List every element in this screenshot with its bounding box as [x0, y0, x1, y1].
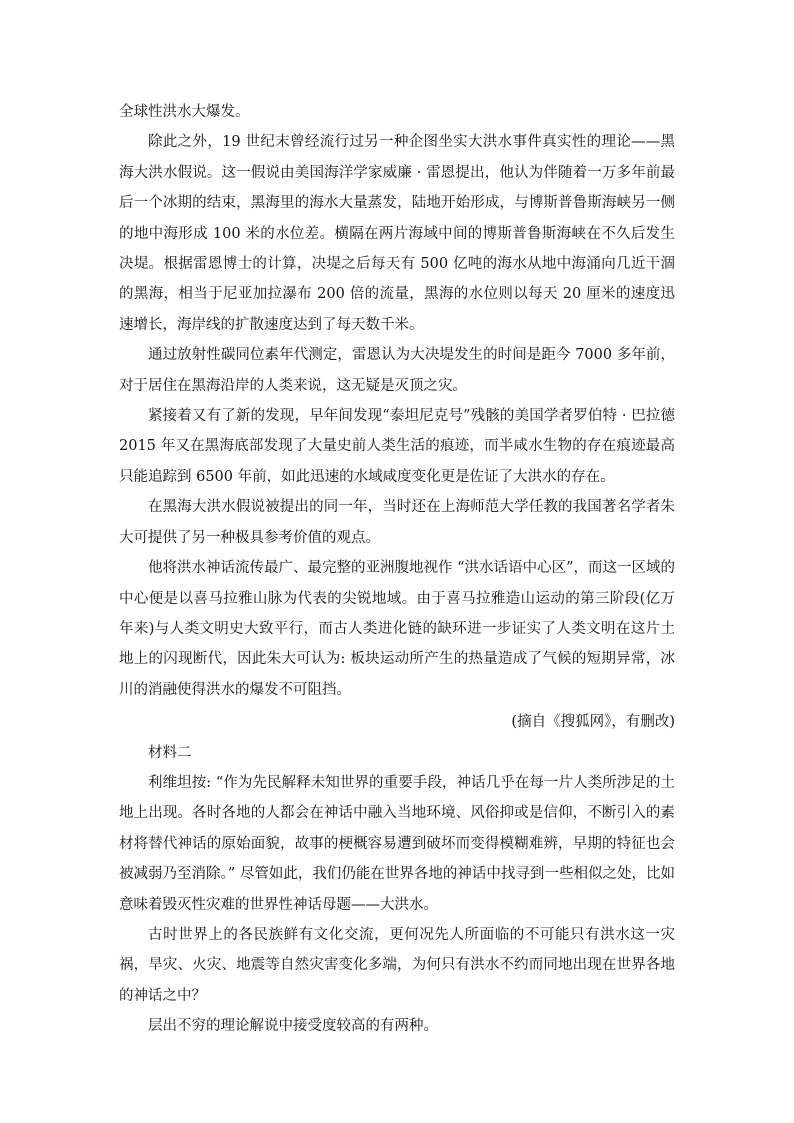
- paragraph-zhu-daké-intro: 在黑海大洪水假说被提出的同一年，当时还在上海师范大学任教的我国著名学者朱大可提供了另一种极具参考价值的观点。: [119, 499, 675, 546]
- paragraph-continuation: 全球性洪水大爆发。: [119, 104, 250, 120]
- paragraph-black-sea-hypothesis: 除此之外，19 世纪末曾经流行过另一种企图坐实大洪水事件真实性的理论——黑海大洪水假说。这一假说由美国海洋学家威廉 · 雷恩提出，他认为伴随着一万多年前最后一个冰期的结束，黑海里的海水大量蒸发，陆地开始形成，与博斯普鲁斯海峡另一侧的地中海形成 100 米的水位差。横隔在两片海域中间的博斯普鲁斯海峡在不久后发生决堤。根据雷恩博士的计算，决堤之后每天有 500 亿吨的海水从地中海涌向几近干涸的黑海，相当于尼亚加拉瀑布 200 倍的流量，黑海的水位则以每天 20 厘米的速度迅速增长，海岸线的扩散速度达到了每天数千米。: [119, 134, 675, 333]
- paragraph-carbon-dating: 通过放射性碳同位素年代测定，雷恩认为大决堤发生的时间是距今 7000 多年前，对于居住在黑海沿岸的人类来说，这无疑是灭顶之灾。: [119, 347, 675, 394]
- paragraph-ancient-cultures: 古时世界上的各民族鲜有文化交流，更何况先人所面临的不可能只有洪水这一灾祸，旱灾、火灾、地震等自然灾害变化多端，为何只有洪水不约而同地出现在世界各地的神话之中？: [119, 926, 675, 1004]
- paragraph-himalaya-view: 他将洪水神话流传最广、最完整的亚洲腹地视作 “洪水话语中心区”，而这一区域的中心便是以喜马拉雅山脉为代表的尖锐地域。由于喜马拉雅造山运动的第三阶段(亿万年来)与人类文明史大致平行，而古人类进化链的缺环进一步证实了人类文明在这片土地上的闪现断代，因此朱大可认为: 板块运动所产生的热量造成了气候的短期异常，冰川的消融使得洪水的爆发不可阻挡。: [119, 560, 675, 698]
- paragraph-two-theories: 层出不穷的理论解说中接受度较高的有两种。: [148, 1018, 438, 1035]
- document-body: [119, 97, 675, 1042]
- section-heading: 材料二: [148, 744, 192, 761]
- source-citation: (摘自《搜狐网》，有删改): [511, 714, 675, 731]
- paragraph-new-discovery: 紧接着又有了新的发现，早年间发现“泰坦尼克号”残骸的美国学者罗伯特 · 巴拉德 2015 年又在黑海底部发现了大量史前人类生活的痕迹，而半咸水生物的存在痕迹最高只能追踪到 6500 年前，如此迅速的水域咸度变化更是佐证了大洪水的存在。: [119, 408, 675, 485]
- paragraph-leviathan-quote: 利维坦按: “作为先民解释未知世界的重要手段，神话几乎在每一片人类所涉足的土地上出现。各时各地的人都会在神话中融入当地环境、风俗抑或是信仰，不断引入的素材将替代神话的原始面貌，故事的梗概容易遭到破坏而变得模糊难辨，早期的特征也会被减弱乃至消除。” 尽管如此，我们仍能在世界各地的神话中找寻到一些相似之处，比如意味着毁灭性灾难的世界性神话母题——大洪水。: [119, 774, 675, 913]
